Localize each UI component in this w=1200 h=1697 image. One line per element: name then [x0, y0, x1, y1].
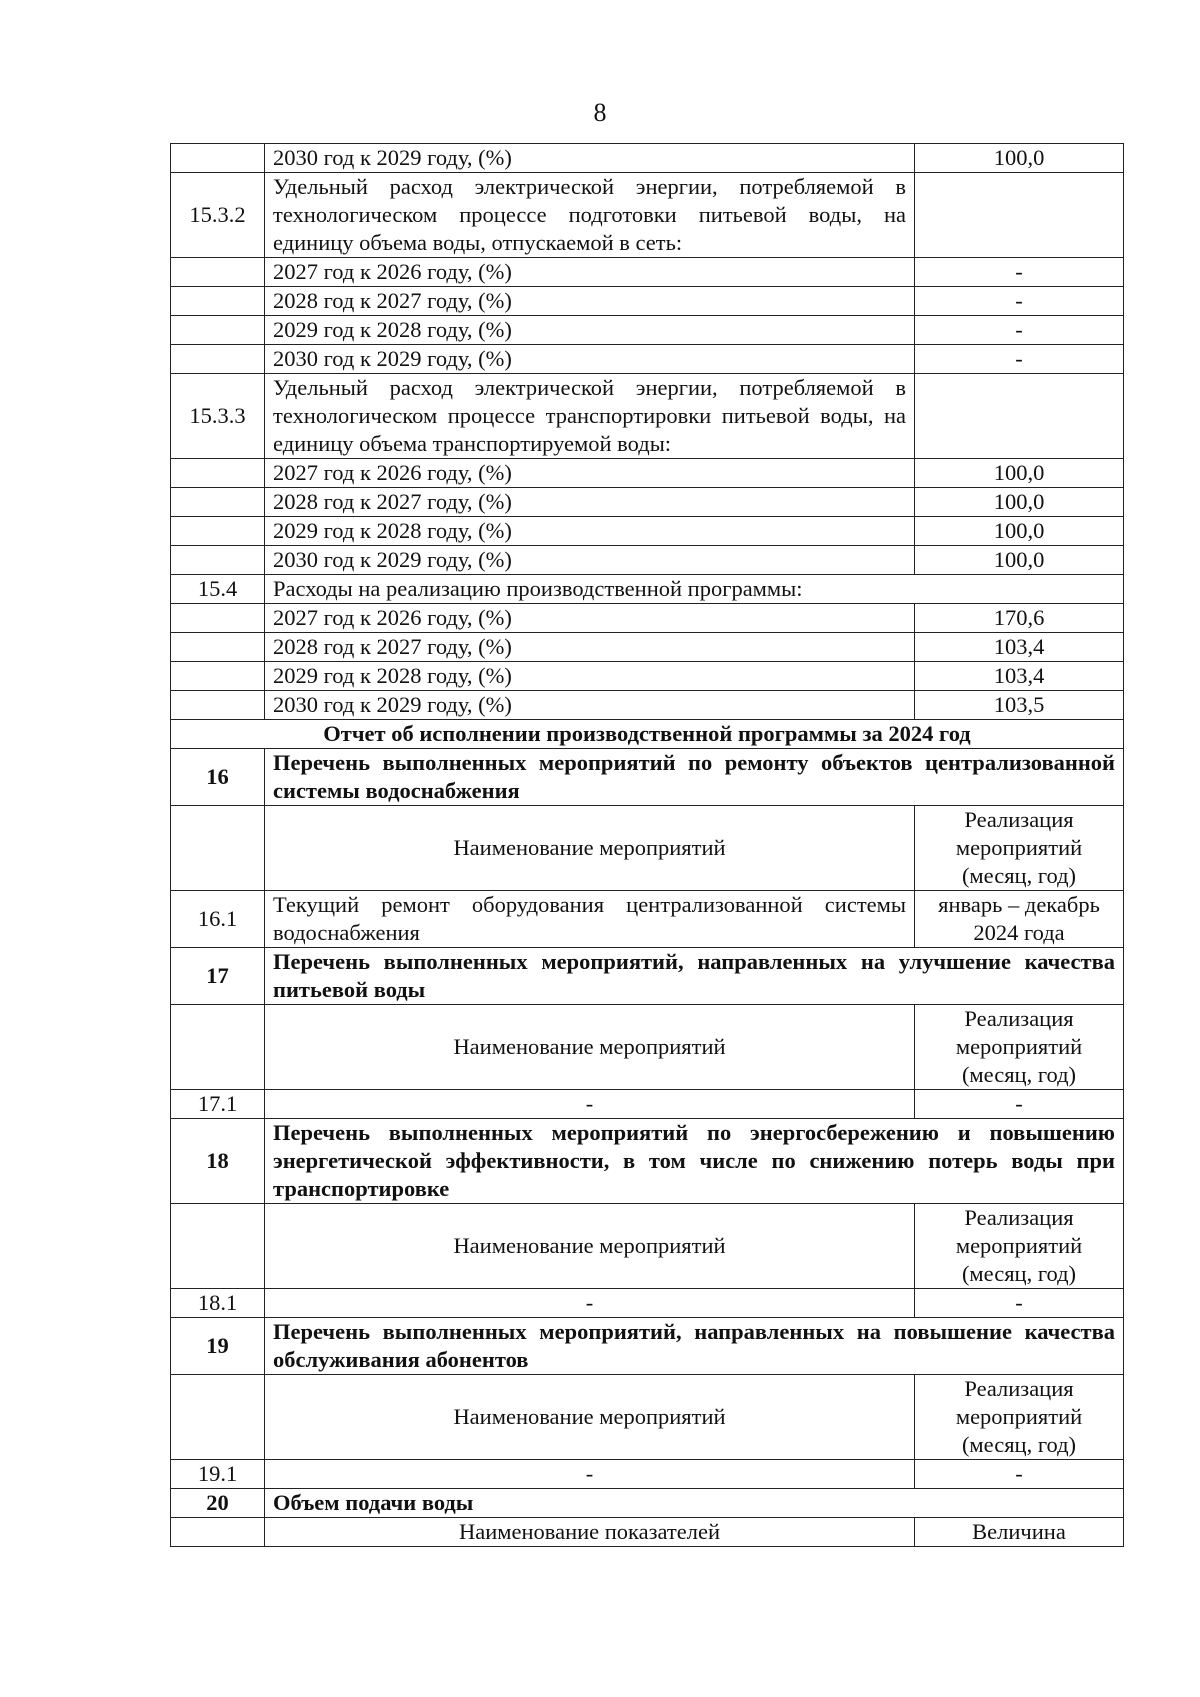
row-text: Расходы на реализацию производственной программы: — [265, 575, 1124, 604]
section-16-header-row — [171, 806, 1124, 891]
row-implementation: январь – декабрь 2024 года — [915, 891, 1124, 948]
row-text: 2028 год к 2027 году, (%) — [265, 633, 915, 662]
header-implementation: Реализация мероприятий (месяц, год) — [915, 1204, 1124, 1289]
section-17-header-row — [171, 1005, 1124, 1090]
row-number — [171, 691, 265, 720]
empty-cell — [171, 1204, 265, 1289]
row-number — [171, 633, 265, 662]
section-19-header-row — [171, 1375, 1124, 1460]
section-19-title-row — [171, 1318, 1124, 1375]
header-value: Величина — [915, 1518, 1124, 1547]
row-value: 170,6 — [915, 604, 1124, 633]
page-number: 8 — [593, 98, 607, 127]
row-value: 100,0 — [915, 144, 1124, 173]
row-implementation: - — [915, 1289, 1124, 1318]
row-text: 2028 год к 2027 году, (%) — [265, 488, 915, 517]
row-value: - — [915, 345, 1124, 374]
row-number: 15.4 — [171, 575, 265, 604]
section-title: Объем подачи воды — [265, 1489, 1124, 1518]
row-value: 103,4 — [915, 633, 1124, 662]
row-value — [915, 374, 1124, 459]
table-row — [171, 1289, 1124, 1318]
section-16-title-row — [171, 749, 1124, 806]
row-value: 100,0 — [915, 517, 1124, 546]
table-row — [171, 517, 1124, 546]
table-row — [171, 316, 1124, 345]
section-20-title-row — [171, 1489, 1124, 1518]
row-text: Текущий ремонт оборудования централизованной системы водоснабжения — [265, 891, 915, 948]
row-number: 17.1 — [171, 1090, 265, 1119]
row-text: 2030 год к 2029 году, (%) — [265, 546, 915, 575]
row-number — [171, 604, 265, 633]
table-row — [171, 374, 1124, 459]
row-number: 15.3.3 — [171, 374, 265, 459]
section-title: Перечень выполненных мероприятий, направленных на повышение качества обслуживания абонентов — [265, 1318, 1124, 1375]
header-name: Наименование мероприятий — [265, 1204, 915, 1289]
row-text: 2027 год к 2026 году, (%) — [265, 258, 915, 287]
table-row — [171, 662, 1124, 691]
table-row — [171, 1460, 1124, 1489]
row-text: 2028 год к 2027 году, (%) — [265, 287, 915, 316]
program-table — [170, 143, 1124, 1547]
empty-cell — [171, 1005, 265, 1090]
empty-cell — [171, 1375, 265, 1460]
row-text: - — [265, 1289, 915, 1318]
row-text: Удельный расход электрической энергии, потребляемой в технологическом процессе транспортировки питьевой воды, на единицу объема транспортируемой воды: — [265, 374, 915, 459]
section-title: Перечень выполненных мероприятий, направленных на улучшение качества питьевой воды — [265, 948, 1124, 1005]
row-text: - — [265, 1090, 915, 1119]
row-value: 100,0 — [915, 459, 1124, 488]
header-name: Наименование показателей — [265, 1518, 915, 1547]
section-20-header-row — [171, 1518, 1124, 1547]
row-text: 2029 год к 2028 году, (%) — [265, 517, 915, 546]
section-17-title-row — [171, 948, 1124, 1005]
row-number — [171, 517, 265, 546]
row-number: 15.3.2 — [171, 173, 265, 258]
header-name: Наименование мероприятий — [265, 806, 915, 891]
row-number — [171, 144, 265, 173]
table-row — [171, 345, 1124, 374]
header-name: Наименование мероприятий — [265, 1375, 915, 1460]
row-text: 2030 год к 2029 году, (%) — [265, 144, 915, 173]
row-number — [171, 488, 265, 517]
header-implementation: Реализация мероприятий (месяц, год) — [915, 1375, 1124, 1460]
report-title: Отчет об исполнении производственной программы за 2024 год — [171, 720, 1124, 749]
table-row — [171, 891, 1124, 948]
row-number — [171, 316, 265, 345]
table-row — [171, 287, 1124, 316]
row-number: 16.1 — [171, 891, 265, 948]
row-value — [915, 173, 1124, 258]
row-number: 18.1 — [171, 1289, 265, 1318]
row-value: - — [915, 287, 1124, 316]
table-row — [171, 173, 1124, 258]
table-row — [171, 604, 1124, 633]
row-implementation: - — [915, 1460, 1124, 1489]
row-number — [171, 459, 265, 488]
row-value: 100,0 — [915, 488, 1124, 517]
row-implementation: - — [915, 1090, 1124, 1119]
row-text: 2029 год к 2028 году, (%) — [265, 662, 915, 691]
row-text: 2027 год к 2026 году, (%) — [265, 604, 915, 633]
table-row — [171, 546, 1124, 575]
empty-cell — [171, 1518, 265, 1547]
row-number — [171, 258, 265, 287]
section-number: 18 — [171, 1119, 265, 1204]
row-value: - — [915, 258, 1124, 287]
section-title: Перечень выполненных мероприятий по энергосбережению и повышению энергетической эффективности, в том числе по снижению потерь воды при транспортировке — [265, 1119, 1124, 1204]
row-text: Удельный расход электрической энергии, потребляемой в технологическом процессе подготовки питьевой воды, на единицу объема воды, отпускаемой в сеть: — [265, 173, 915, 258]
table-row — [171, 633, 1124, 662]
row-number — [171, 287, 265, 316]
section-18-header-row — [171, 1204, 1124, 1289]
row-number — [171, 345, 265, 374]
table-row — [171, 459, 1124, 488]
report-title-row — [171, 720, 1124, 749]
table-row — [171, 691, 1124, 720]
empty-cell — [171, 806, 265, 891]
row-value: 103,4 — [915, 662, 1124, 691]
row-number — [171, 662, 265, 691]
table-row — [171, 1090, 1124, 1119]
row-text: - — [265, 1460, 915, 1489]
row-number — [171, 546, 265, 575]
row-value: 100,0 — [915, 546, 1124, 575]
row-value: 103,5 — [915, 691, 1124, 720]
table-row — [171, 488, 1124, 517]
row-value: - — [915, 316, 1124, 345]
row-text: 2030 год к 2029 году, (%) — [265, 691, 915, 720]
section-number: 19 — [171, 1318, 265, 1375]
row-text: 2029 год к 2028 году, (%) — [265, 316, 915, 345]
section-number: 17 — [171, 948, 265, 1005]
section-number: 20 — [171, 1489, 265, 1518]
row-text: 2027 год к 2026 году, (%) — [265, 459, 915, 488]
section-18-title-row — [171, 1119, 1124, 1204]
section-title: Перечень выполненных мероприятий по ремонту объектов централизованной системы водоснабжения — [265, 749, 1124, 806]
section-number: 16 — [171, 749, 265, 806]
table-row — [171, 575, 1124, 604]
table-row — [171, 258, 1124, 287]
header-implementation: Реализация мероприятий (месяц, год) — [915, 1005, 1124, 1090]
table-row — [171, 144, 1124, 173]
row-text: 2030 год к 2029 году, (%) — [265, 345, 915, 374]
header-implementation: Реализация мероприятий (месяц, год) — [915, 806, 1124, 891]
header-name: Наименование мероприятий — [265, 1005, 915, 1090]
row-number: 19.1 — [171, 1460, 265, 1489]
